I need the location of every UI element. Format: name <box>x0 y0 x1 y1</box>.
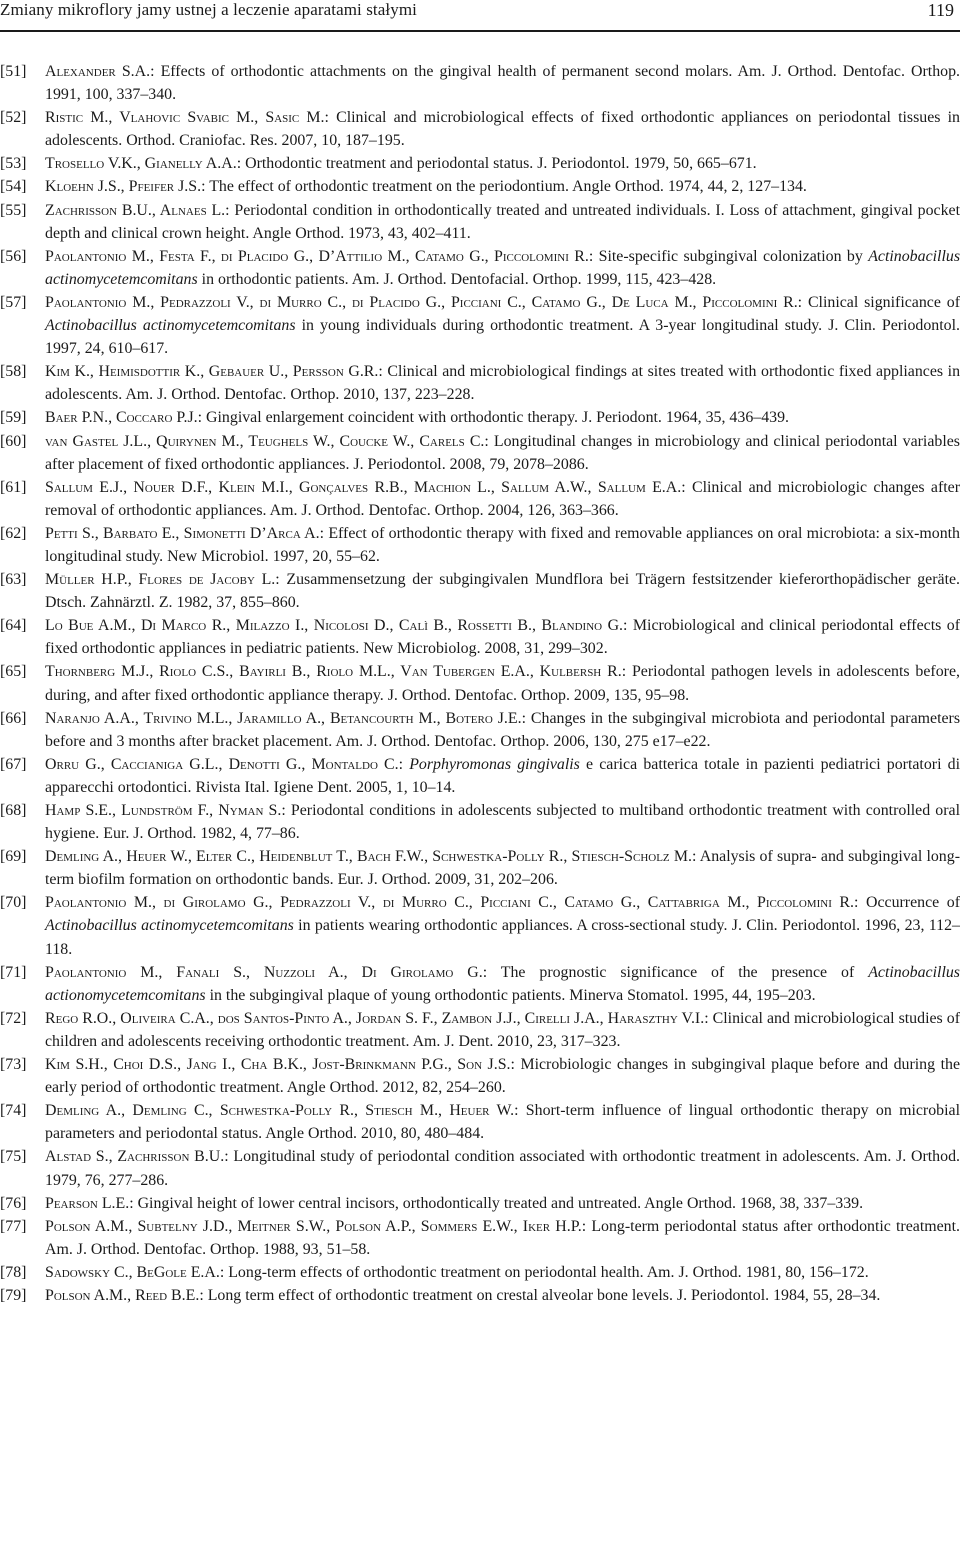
reference-text <box>45 248 960 288</box>
reference-number: [79] <box>0 1286 27 1304</box>
reference-text <box>45 63 960 103</box>
reference-authors: Demling A., Demling C., Schwestka-Polly R., Stiesch M., Heuer W. <box>45 1102 515 1120</box>
reference-separator: : <box>854 894 866 912</box>
reference-text <box>45 802 960 842</box>
reference-number: [56] <box>0 247 27 265</box>
reference-citation: Gingival enlargement coincident with orthodontic therapy. J. Periodont. 1964, 35, 436–439. <box>206 409 790 427</box>
reference-text <box>45 756 960 796</box>
reference-entry <box>0 891 960 960</box>
reference-number: [63] <box>0 571 27 589</box>
reference-citation: Short-term influence of lingual orthodontic therapy on microbial parameters and periodontal status. Angle Orthod. 2010, 80, 480–484. <box>45 1102 960 1143</box>
reference-authors: Thornberg M.J., Riolo C.S., Bayirli B., Riolo M.L., Van Tubergen E.A., Kulbersh R. <box>45 663 622 681</box>
reference-authors: Baer P.N., Coccaro P.J. <box>45 409 198 427</box>
reference-text <box>45 1148 960 1188</box>
reference-text <box>45 1264 869 1281</box>
reference-entry <box>0 614 960 660</box>
reference-number: [58] <box>0 363 27 381</box>
reference-separator: : <box>797 293 808 311</box>
reference-text <box>45 1102 960 1142</box>
reference-number: [68] <box>0 802 27 819</box>
reference-entry <box>0 60 960 106</box>
reference-citation: Clinical and microbiological findings at sites treated with orthodontic fixed appliances in adolescents. Am. J. Orthod. Dentofac. Orthop. 2010, 137, 223–228. <box>45 363 960 404</box>
reference-text <box>45 1218 960 1258</box>
reference-entry <box>0 1145 960 1191</box>
reference-separator: : <box>281 802 291 819</box>
reference-citation: Clinical and microbiological studies of children and adolescents receiving orthodontic treatment. Am. J. Dent. 2010, 23, 317–323. <box>45 1009 960 1050</box>
reference-number: [77] <box>0 1217 27 1235</box>
reference-citation: Clinical and microbiological effects of fixed orthodontic appliances on periodontal tissues in adolescents. Orthod. Craniofac. Res. 2007, 10, 187–195. <box>45 109 960 150</box>
reference-text <box>45 155 757 172</box>
reference-entry <box>0 360 960 406</box>
reference-authors: Rego R.O., Oliveira C.A., dos Santos-Pinto A., Jordan S. F., Zambon J.J., Cirelli J.A., Haraszthy V.I. <box>45 1009 705 1027</box>
running-title: Zmiany mikroflory jamy ustnej a leczenie aparatami stałymi <box>0 0 417 19</box>
reference-text <box>45 1056 960 1096</box>
reference-entry <box>0 1007 960 1053</box>
reference-citation: Long-term periodontal status after orthodontic treatment. Am. J. Orthod. Dentofac. Orthop. 1988, 93, 51–58. <box>45 1217 960 1258</box>
reference-text <box>45 433 960 473</box>
reference-text <box>45 109 960 149</box>
reference-authors: Petti S., Barbato E., Simonetti D’Arca A. <box>45 524 320 542</box>
reference-text <box>45 1195 863 1212</box>
reference-entry <box>0 1284 960 1307</box>
reference-italic-term: Porphyromonas gingivalis <box>409 755 580 773</box>
reference-separator: : <box>514 1102 526 1120</box>
reference-text <box>45 178 807 195</box>
reference-separator: : <box>236 155 246 173</box>
reference-authors: Pearson L.E. <box>45 1194 130 1212</box>
reference-authors: Paolantonio M., Fanali S., Nuzzoli A., Di Girolamo G. <box>45 963 483 981</box>
reference-citation: Microbiologic changes in subgingival plaque before and during the early period of orthodontic treatment. Angle Orthod. 2012, 82, 254–260. <box>45 1056 960 1097</box>
reference-authors: Zachrisson B.U., Alnaes L. <box>45 201 226 219</box>
reference-number: [64] <box>0 617 27 635</box>
reference-number: [59] <box>0 409 27 427</box>
reference-citation: Orthodontic treatment and periodontal status. J. Periodontol. 1979, 50, 665–671. <box>245 155 757 173</box>
reference-citation: Analysis of supra- and subgingival long-term biofilm formation on orthodontic bands. Eur. J. Orthod. 2009, 31, 202–206. <box>45 848 960 889</box>
reference-authors: Paolantonio M., Festa F., di Placido G., D’Attilio M., Catamo G., Piccolomini R. <box>45 247 589 265</box>
reference-separator: : <box>224 1148 234 1166</box>
reference-text <box>45 1010 960 1050</box>
reference-text <box>45 964 960 1004</box>
reference-number: [61] <box>0 478 27 496</box>
reference-authors: Sadowsky C., BeGole E.A. <box>45 1263 220 1281</box>
reference-authors: Ristic M., Vlahovic Svabic M., Sasic M. <box>45 109 325 127</box>
reference-text <box>45 479 960 519</box>
reference-text <box>45 202 960 242</box>
reference-entry <box>0 291 960 360</box>
reference-authors: Lo Bue A.M., Di Marco R., Milazzo I., Nicolosi D., Calì B., Rossetti B., Blandino G. <box>45 617 624 635</box>
reference-separator: : <box>484 432 494 450</box>
reference-entry <box>0 245 960 291</box>
reference-authors: Alstad S., Zachrisson B.U. <box>45 1148 225 1166</box>
reference-citation-continued: e carica batterica totale in pazienti pediatrici portatori di apparecchi ortodontici. Rivista Ital. Igiene Dent. 2005, 1, 10–14. <box>45 755 960 796</box>
reference-citation: Microbiological and clinical periodontal effects of fixed orthodontic appliances in pediatric patients. New Microbiolog. 2008, 31, 299–302. <box>45 617 960 658</box>
reference-separator: : <box>681 478 692 496</box>
reference-italic-term: Actinobacillus actinomycetemcomitans <box>45 247 960 288</box>
reference-entry <box>0 476 960 522</box>
reference-separator: : <box>521 709 531 727</box>
reference-separator: : <box>510 1056 521 1074</box>
reference-text <box>45 848 960 888</box>
reference-number: [71] <box>0 963 27 981</box>
reference-number: [69] <box>0 848 27 866</box>
reference-text <box>45 710 960 750</box>
reference-authors: Orru G., Caccianiga G.L., Denotti G., Montaldo C. <box>45 755 399 773</box>
reference-citation: Periodontal pathogen levels in adolescents before, during, and after fixed orthodontic appliance therapy. J. Orthod. Dentofac. Orthop. 2009, 135, 95–98. <box>45 663 960 704</box>
reference-citation: Site-specific subgingival colonization by <box>598 247 869 265</box>
reference-citation: Longitudinal study of periodontal condition associated with orthodontic treatment in adolescents. Am. J. Orthod. 1979, 76, 277–286. <box>45 1148 960 1189</box>
reference-number: [76] <box>0 1194 27 1212</box>
reference-citation: The effect of orthodontic treatment on the periodontium. Angle Orthod. 1974, 44, 2, 127–134. <box>209 178 807 196</box>
reference-separator: : <box>319 524 329 542</box>
reference-separator: : <box>201 178 210 196</box>
reference-entry <box>0 1261 960 1284</box>
reference-entry <box>0 1192 960 1215</box>
reference-entry <box>0 961 960 1007</box>
reference-list <box>0 60 960 1307</box>
reference-text <box>45 363 960 403</box>
reference-entry <box>0 1215 960 1261</box>
reference-citation-continued: in patients wearing orthodontic appliances. A cross-sectional study. J. Clin. Periodontol. 1996, 23, 112–118. <box>45 917 960 958</box>
reference-authors: Demling A., Heuer W., Elter C., Heidenblut T., Bach F.W., Schwestka-Polly R., Stiesch-Scholz M. <box>45 848 692 866</box>
reference-text <box>45 409 789 426</box>
reference-authors: Polson A.M., Reed B.E. <box>45 1286 200 1304</box>
reference-entry <box>0 1053 960 1099</box>
reference-separator: : <box>482 963 501 981</box>
reference-separator: : <box>691 848 700 866</box>
reference-citation: Changes in the subgingival microbiota and periodontal parameters before and 3 months after bracket placement. Am. J. Orthod. Dentofac. Orthop. 2006, 130, 275 e17–e22. <box>45 709 960 750</box>
reference-number: [73] <box>0 1056 27 1074</box>
reference-italic-term: Actinobacillus actinomycetemcomitans <box>45 317 296 335</box>
page-number: 119 <box>927 0 954 20</box>
reference-separator: : <box>197 409 207 427</box>
reference-citation: Gingival height of lower central incisors, orthodontically treated and untreated. Angle Orthod. 1968, 38, 337–339. <box>137 1194 864 1212</box>
reference-separator: : <box>621 663 632 681</box>
reference-entry <box>0 568 960 614</box>
reference-entry <box>0 799 960 845</box>
reference-authors: Polson A.M., Subtelny J.D., Meitner S.W., Polson A.P., Sommers E.W., Iker H.P. <box>45 1217 582 1235</box>
reference-text <box>45 617 960 657</box>
reference-entry <box>0 522 960 568</box>
reference-number: [57] <box>0 293 27 311</box>
reference-entry <box>0 845 960 891</box>
running-header <box>0 0 954 28</box>
reference-citation: Longitudinal changes in microbiology and clinical periodontal variables after placement of fixed orthodontic appliances. J. Periodontol. 2008, 79, 2078–2086. <box>45 432 960 473</box>
reference-citation: Clinical significance of <box>807 293 960 311</box>
reference-number: [53] <box>0 155 27 173</box>
reference-citation: Effect of orthodontic therapy with fixed and removable appliances on oral microbiota: a six-month longitudinal study. New Microbiol. 1997, 20, 55–62. <box>45 524 960 565</box>
reference-entry <box>0 707 960 753</box>
reference-entry <box>0 152 960 175</box>
reference-authors: Kim S.H., Choi D.S., Jang I., Cha B.K., Jost-Brinkmann P.G., Son J.S. <box>45 1056 511 1074</box>
reference-number: [66] <box>0 709 27 727</box>
reference-separator: : <box>704 1009 713 1027</box>
reference-authors: Sallum E.J., Nouer D.F., Klein M.I., Gonçalves R.B., Machion L., Sallum A.W., Sallum E.A. <box>45 478 682 496</box>
reference-separator: : <box>623 617 633 635</box>
reference-number: [78] <box>0 1263 27 1281</box>
reference-authors: Naranjo A.A., Trivino M.L., Jaramillo A., Betancourth M., Botero J.E. <box>45 709 522 727</box>
reference-authors: Alexander S.A. <box>45 63 151 80</box>
reference-number: [54] <box>0 178 27 196</box>
reference-authors: Paolantonio M., di Girolamo G., Pedrazzoli V., di Murro C., Picciani C., Catamo G., Cattabriga M., Piccolomini R. <box>45 894 854 912</box>
reference-authors: van Gastel J.L., Quirynen M., Teughels W., Coucke W., Carels C. <box>45 432 485 450</box>
reference-text <box>45 1287 880 1304</box>
reference-entry <box>0 406 960 429</box>
reference-authors: Kloehn J.S., Pfeifer J.S. <box>45 178 202 196</box>
reference-citation: Periodontal condition in orthodontically treated and untreated individuals. I. Loss of attachment, gingival pocket depth and clinical crown height. Angle Orthod. 1973, 43, 402–411. <box>45 201 960 242</box>
reference-separator: : <box>150 63 161 80</box>
reference-separator: : <box>225 201 235 219</box>
reference-separator: : <box>398 755 410 773</box>
reference-text <box>45 525 960 565</box>
reference-number: [55] <box>0 201 27 219</box>
reference-number: [75] <box>0 1148 27 1166</box>
reference-citation: Effects of orthodontic attachments on the gingival health of permanent second molars. Am. J. Orthod. Dentofac. Orthop. 1991, 100, 337–340. <box>45 63 960 104</box>
reference-entry <box>0 1099 960 1145</box>
reference-text <box>45 663 960 703</box>
reference-citation: Occurrence of <box>865 894 960 912</box>
reference-separator: : <box>378 363 388 381</box>
reference-authors: Müller H.P., Flores de Jacoby L. <box>45 571 276 589</box>
reference-separator: : <box>324 109 337 127</box>
reference-number: [70] <box>0 894 27 912</box>
reference-authors: Hamp S.E., Lundström F., Nyman S. <box>45 802 282 819</box>
reference-citation: Clinical and microbiologic changes after removal of orthodontic appliances. Am. J. Orthod. Dentofac. Orthop. 2004, 126, 363–366. <box>45 478 960 519</box>
reference-entry <box>0 199 960 245</box>
reference-separator: : <box>219 1263 229 1281</box>
reference-separator: : <box>581 1217 592 1235</box>
reference-separator: : <box>199 1286 208 1304</box>
reference-italic-term: Actinobacillus actionomycetemcomitans <box>45 963 960 1004</box>
reference-citation: Long-term effects of orthodontic treatment on periodontal health. Am. J. Orthod. 1981, 80, 156–172. <box>228 1263 869 1281</box>
reference-number: [52] <box>0 109 27 127</box>
reference-number: [67] <box>0 755 27 773</box>
reference-citation-continued: in the subgingival plaque of young orthodontic patients. Minerva Stomatol. 1995, 44, 195–203. <box>205 986 816 1004</box>
reference-number: [51] <box>0 63 27 80</box>
reference-number: [74] <box>0 1102 27 1120</box>
reference-text <box>45 894 960 957</box>
reference-citation: Long term effect of orthodontic treatment on crestal alveolar bone levels. J. Periodontol. 1984, 55, 28–34. <box>207 1286 881 1304</box>
reference-citation: The prognostic significance of the presence of <box>500 963 869 981</box>
reference-citation: Zusammensetzung der subgingivalen Mundflora bei Trägern festsitzender kieferorthopädischer geräte. Dtsch. Zahnärztl. Z. 1982, 37, 855–860. <box>45 571 960 612</box>
reference-separator: : <box>129 1194 138 1212</box>
reference-citation-continued: in young individuals during orthodontic treatment. A 3-year longitudinal study. J. Clin. Periodontol. 1997, 24, 610–617. <box>45 317 960 358</box>
reference-entry <box>0 106 960 152</box>
reference-entry <box>0 175 960 198</box>
reference-number: [72] <box>0 1009 27 1027</box>
reference-authors: Trosello V.K., Gianelly A.A. <box>45 155 237 173</box>
reference-authors: Paolantonio M., Pedrazzoli V., di Murro C., di Placido G., Picciani C., Catamo G., De Luca M., Piccolomini R. <box>45 293 798 311</box>
header-rule <box>0 30 960 32</box>
reference-text <box>45 571 960 611</box>
reference-entry <box>0 753 960 799</box>
reference-number: [60] <box>0 432 27 450</box>
reference-citation-continued: in orthodontic patients. Am. J. Orthod. Dentofacial. Orthop. 1999, 115, 423–428. <box>197 270 717 288</box>
reference-number: [62] <box>0 524 27 542</box>
reference-entry <box>0 430 960 476</box>
reference-number: [65] <box>0 663 27 681</box>
reference-italic-term: Actinobacillus actinomycetemcomitans <box>45 917 294 935</box>
reference-authors: Kim K., Heimisdottir K., Gebauer U., Persson G.R. <box>45 363 379 381</box>
reference-separator: : <box>588 247 599 265</box>
reference-separator: : <box>275 571 287 589</box>
reference-citation: Periodontal conditions in adolescents subjected to multiband orthodontic treatment with controlled oral hygiene. Eur. J. Orthod. 1982, 4, 77–86. <box>45 802 960 843</box>
reference-text <box>45 294 960 357</box>
reference-entry <box>0 660 960 706</box>
